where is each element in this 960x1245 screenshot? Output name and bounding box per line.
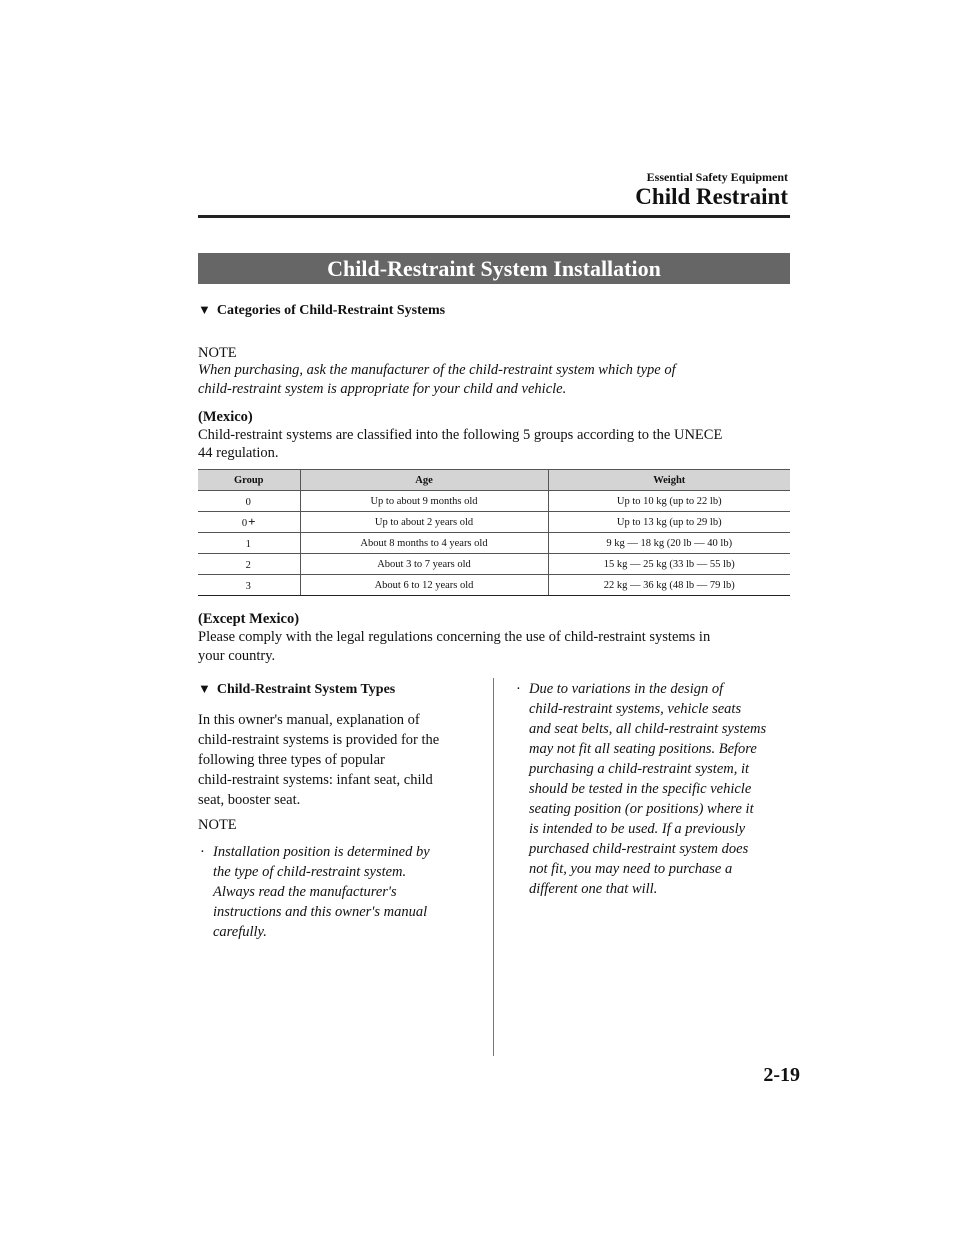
types-body-line: In this owner's manual, explanation of — [198, 712, 420, 728]
cell-age: About 3 to 7 years old — [300, 554, 548, 575]
groups-table — [198, 469, 790, 596]
section-marker-icon: ▼ — [198, 302, 211, 317]
types-body-line: seat, booster seat. — [198, 792, 301, 808]
cell-age: Up to about 9 months old — [300, 491, 548, 512]
table-row — [198, 533, 790, 554]
note-bullet-2: · Due to variations in the design of child-restraint systems, vehicle seats and seat belts, all child-restraint systems may not fit all seating positions. Before purchasing a child-restraint system, it should be tested in the specific vehicle seating position (or positions) where it is intended to be used. If a previously purchased child-restraint system does not fit, you may need to purchase a different one that will. — [516, 681, 767, 897]
section-marker-icon: ▼ — [198, 681, 211, 696]
types-heading-text: Child-Restraint System Types — [216, 682, 396, 697]
categories-heading — [198, 302, 445, 319]
cell-group: 0 — [198, 491, 300, 512]
note-line: child-restraint system is appropriate for your child and vehicle. — [198, 381, 567, 397]
types-note-label: NOTE — [198, 817, 237, 833]
note-label: NOTE — [198, 345, 237, 361]
table-row — [198, 512, 790, 533]
page-banner-title: Child-Restraint System Installation — [198, 253, 790, 284]
cell-weight: Up to 10 kg (up to 22 lb) — [548, 491, 790, 512]
table-row — [198, 554, 790, 575]
table-row — [198, 491, 790, 512]
header-age: Age — [300, 470, 548, 491]
header-divider — [198, 215, 790, 218]
header-group: Group — [198, 470, 300, 491]
mexico-line: Child-restraint systems are classified into the following 5 groups according to the UNECE — [198, 427, 723, 443]
note-line: When purchasing, ask the manufacturer of the child-restraint system which type of — [198, 362, 676, 378]
cell-group: 0+ — [198, 512, 300, 533]
types-body-line: child-restraint systems is provided for the — [198, 732, 440, 748]
table-row — [198, 575, 790, 596]
cell-group: 3 — [198, 575, 300, 596]
cell-group: 1 — [198, 533, 300, 554]
bullet-dot-icon: · — [200, 844, 205, 860]
except-mexico-label: (Except Mexico) — [198, 611, 300, 627]
cell-age: Up to about 2 years old — [300, 512, 548, 533]
types-heading — [198, 681, 395, 698]
types-body-line: following three types of popular — [198, 752, 385, 768]
header-weight: Weight — [548, 470, 790, 491]
plus-icon: + — [248, 514, 256, 529]
page-number: 2-19 — [763, 1064, 800, 1086]
types-body-line: child-restraint systems: infant seat, child — [198, 772, 433, 788]
table-header-row — [198, 470, 790, 491]
section-title: Child Restraint — [635, 184, 788, 209]
categories-heading-text: Categories of Child-Restraint Systems — [216, 303, 446, 318]
cell-age: About 8 months to 4 years old — [300, 533, 548, 554]
mexico-label: (Mexico) — [198, 409, 253, 425]
cell-weight: 15 kg ― 25 kg (33 lb ― 55 lb) — [548, 554, 790, 575]
except-line: Please comply with the legal regulations concerning the use of child-restraint systems in — [198, 629, 711, 645]
cell-age: About 6 to 12 years old — [300, 575, 548, 596]
cell-weight: 22 kg ― 36 kg (48 lb ― 79 lb) — [548, 575, 790, 596]
bullet-dot-icon: · — [516, 681, 521, 697]
mexico-line: 44 regulation. — [198, 445, 279, 461]
cell-weight: Up to 13 kg (up to 29 lb) — [548, 512, 790, 533]
column-divider — [493, 678, 494, 1056]
cell-weight: 9 kg ― 18 kg (20 lb ― 40 lb) — [548, 533, 790, 554]
except-line: your country. — [198, 648, 276, 664]
note-bullet-1: · Installation position is determined by the type of child-restraint system. Always read the manufacturer's instructions and this owner's manual carefully. — [200, 844, 430, 940]
cell-group: 2 — [198, 554, 300, 575]
chapter-title: Essential Safety Equipment — [646, 170, 788, 184]
